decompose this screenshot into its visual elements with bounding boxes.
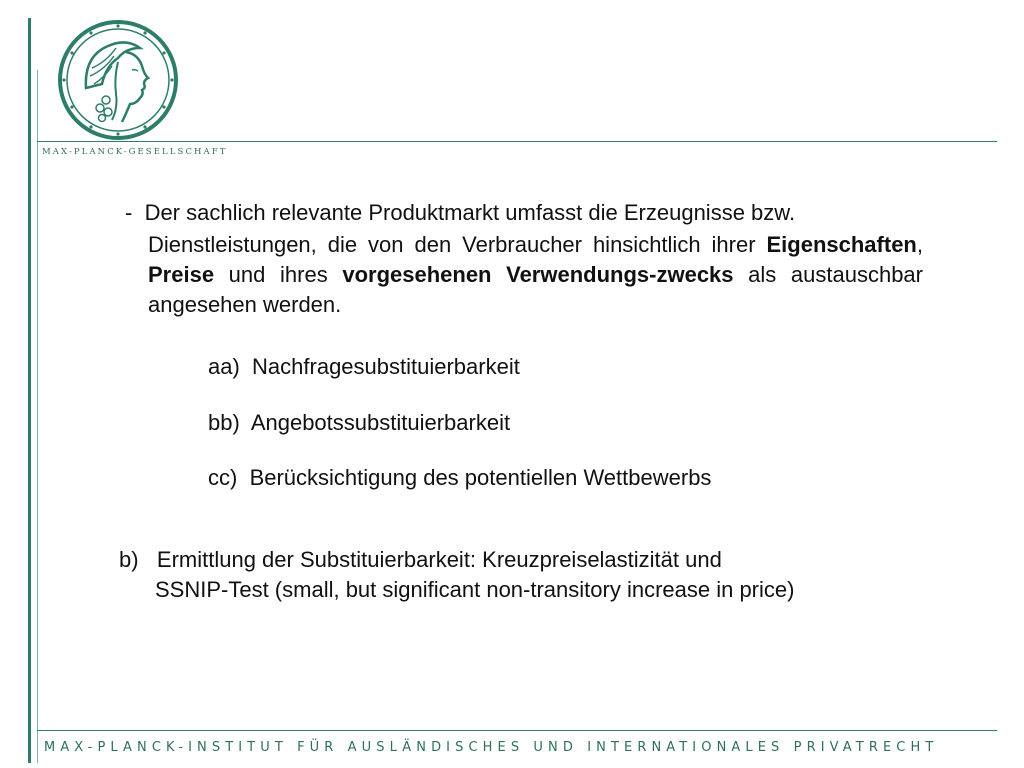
list-item-marker: cc) <box>208 465 238 490</box>
list-item-text: Nachfragesubstituierbarkeit <box>252 354 520 379</box>
definition-first-line <box>125 200 795 226</box>
keyword-preise: Preise <box>148 262 215 287</box>
left-accent-rule <box>28 18 31 763</box>
keyword-eigenschaften: Eigenschaften <box>766 232 917 257</box>
keyword-verwendungszweck: vorgesehenen Verwendungs-zwecks <box>342 262 734 287</box>
definition-seg-4: als austauschbar angesehen werden. <box>148 262 923 317</box>
point-b-first-line <box>119 547 722 573</box>
point-b-marker: b) <box>119 547 139 572</box>
definition-line-1: Der sachlich relevante Produktmarkt umfasst die Erzeugnisse bzw. <box>144 200 796 225</box>
definition-seg-1: Dienstleistungen, die von den Verbraucher hinsichtlich ihrer <box>148 232 756 257</box>
left-accent-rule-thin <box>37 70 38 763</box>
point-b-line-2: SSNIP-Test (small, but significant non-transitory increase in price) <box>155 577 795 602</box>
list-item-marker: bb) <box>208 410 240 435</box>
list-item <box>208 410 510 436</box>
org-name: MAX-PLANCK-GESELLSCHAFT <box>42 147 228 157</box>
definition-seg-3: und ihres <box>214 262 343 287</box>
header-rule <box>37 141 997 142</box>
definition-seg-2: , <box>916 232 923 257</box>
dash-marker: - <box>125 200 133 225</box>
list-item-text: Angebotssubstituierbarkeit <box>250 410 511 435</box>
point-b-line-1: Ermittlung der Substituierbarkeit: Kreuzpreiselastizität und <box>156 547 722 572</box>
minerva-logo <box>56 18 180 142</box>
list-item <box>208 465 711 491</box>
list-item-text: Berücksichtigung des potentiellen Wettbewerbs <box>249 465 712 490</box>
list-item-marker: aa) <box>208 354 240 379</box>
footer-institute-name: MAX-PLANCK-INSTITUT FÜR AUSLÄNDISCHES UND INTERNATIONALES PRIVATRECHT <box>44 740 939 755</box>
list-item <box>208 354 520 380</box>
definition-body <box>148 230 923 320</box>
footer-rule <box>37 730 997 731</box>
